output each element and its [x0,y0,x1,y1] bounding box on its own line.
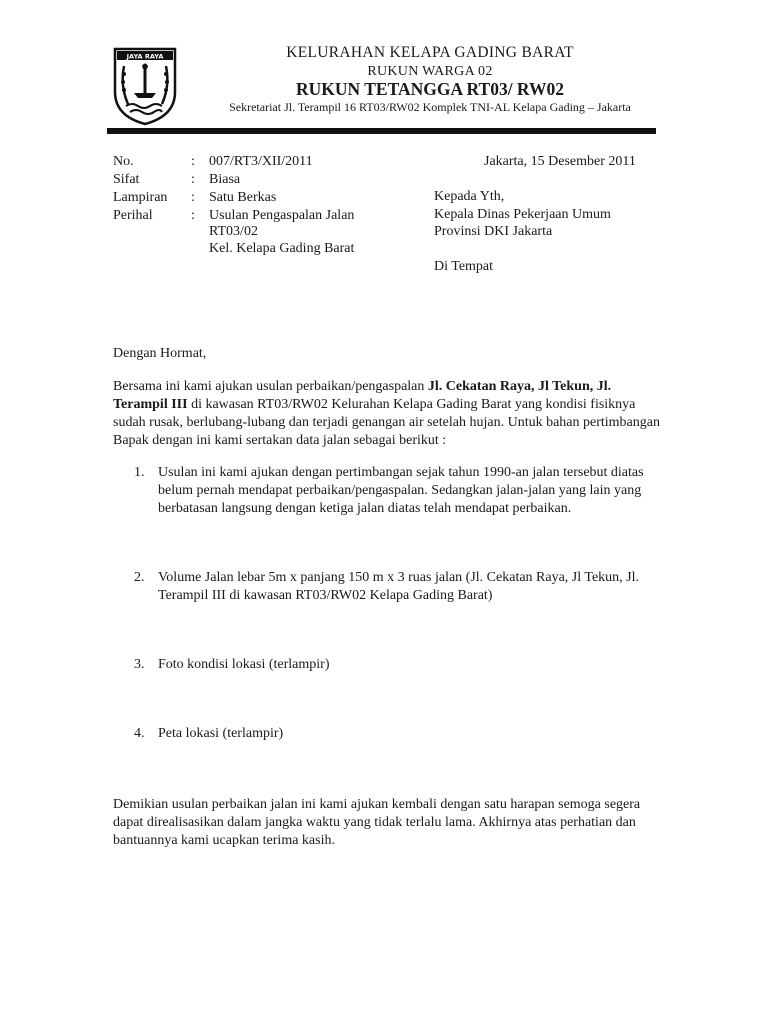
recipient-line4: Di Tempat [434,259,494,274]
colon: : [191,154,195,169]
logo-motto: JAYA RAYA [126,52,164,61]
perihal-value-line2: RT03/02 [209,224,258,239]
perihal-value-line3: Kel. Kelapa Gading Barat [209,241,355,256]
intro-text-1: Bersama ini kami ajukan usulan perbaikan/pengaspalan [113,379,428,394]
rukun-warga-title: RUKUN WARGA 02 [367,64,493,79]
lampiran-value: Satu Berkas [209,190,277,205]
list-item-text: Usulan ini kami ajukan dengan pertimbangan sejak tahun 1990-an jalan tersebut diatas belum pernah mendapat perbaikan/pengaspalan. Sedangkan jalan-jalan yang lain yang berbatasan langsung dengan ketiga jalan diatas telah mendapat perbaikan. [158,465,644,516]
colon: : [191,190,195,205]
lampiran-label: Lampiran [113,190,168,205]
recipient-line1: Kepada Yth, [434,189,505,204]
closing-paragraph: Demikian usulan perbaikan jalan ini kami ajukan kembali dengan satu harapan semoga segera dapat direalisasikan dalam jangka waktu yang tidak terlalu lama. Akhirnya atas perhatian dan bantuannya kami ucapkan terima kasih. [113,797,641,848]
colon: : [191,208,195,223]
list-item-number: 2. [134,570,145,585]
rukun-tetangga-title: RUKUN TETANGGA RT03/ RW02 [296,79,564,99]
sifat-label: Sifat [113,172,140,187]
list-item-text: Peta lokasi (terlampir) [158,726,284,741]
kelurahan-title: KELURAHAN KELAPA GADING BARAT [286,44,574,61]
no-label: No. [113,154,134,169]
list-item-number: 4. [134,726,145,741]
jakarta-emblem-logo [112,46,178,126]
recipient-line3: Provinsi DKI Jakarta [434,224,553,239]
list-item-number: 1. [134,465,145,480]
recipient-line2: Kepala Dinas Pekerjaan Umum [434,207,611,222]
salutation: Dengan Hormat, [113,346,207,361]
list-item-text: Volume Jalan lebar 5m x panjang 150 m x 3 ruas jalan (Jl. Cekatan Raya, Jl Tekun, Jl. Terampil III di kawasan RT03/RW02 Kelapa Gading Barat) [158,570,640,603]
intro-text-2: di kawasan RT03/RW02 Kelurahan Kelapa Gading Barat yang kondisi fisiknya sudah rusak, berlubang-lubang dan terjadi genangan air setelah hujan. Untuk bahan pertimbangan Bapak dengan ini kami sertakan data jalan sebagai berikut : [113,397,660,448]
list-item-text: Foto kondisi lokasi (terlampir) [158,657,330,672]
no-value: 007/RT3/XII/2011 [209,154,313,169]
letter-date: Jakarta, 15 Desember 2011 [484,154,636,169]
header-divider [107,128,656,134]
sifat-value: Biasa [209,172,241,187]
perihal-value-line1: Usulan Pengaspalan Jalan [209,208,355,223]
list-item-number: 3. [134,657,145,672]
intro-paragraph [113,378,663,450]
colon: : [191,172,195,187]
intro-bold-streets: Jl. Cekatan Raya, Jl Tekun, Jl. Terampil III [113,379,612,412]
perihal-label: Perihal [113,208,153,223]
secretariat-address: Sekretariat Jl. Terampil 16 RT03/RW02 Komplek TNI-AL Kelapa Gading – Jakarta [229,100,631,114]
